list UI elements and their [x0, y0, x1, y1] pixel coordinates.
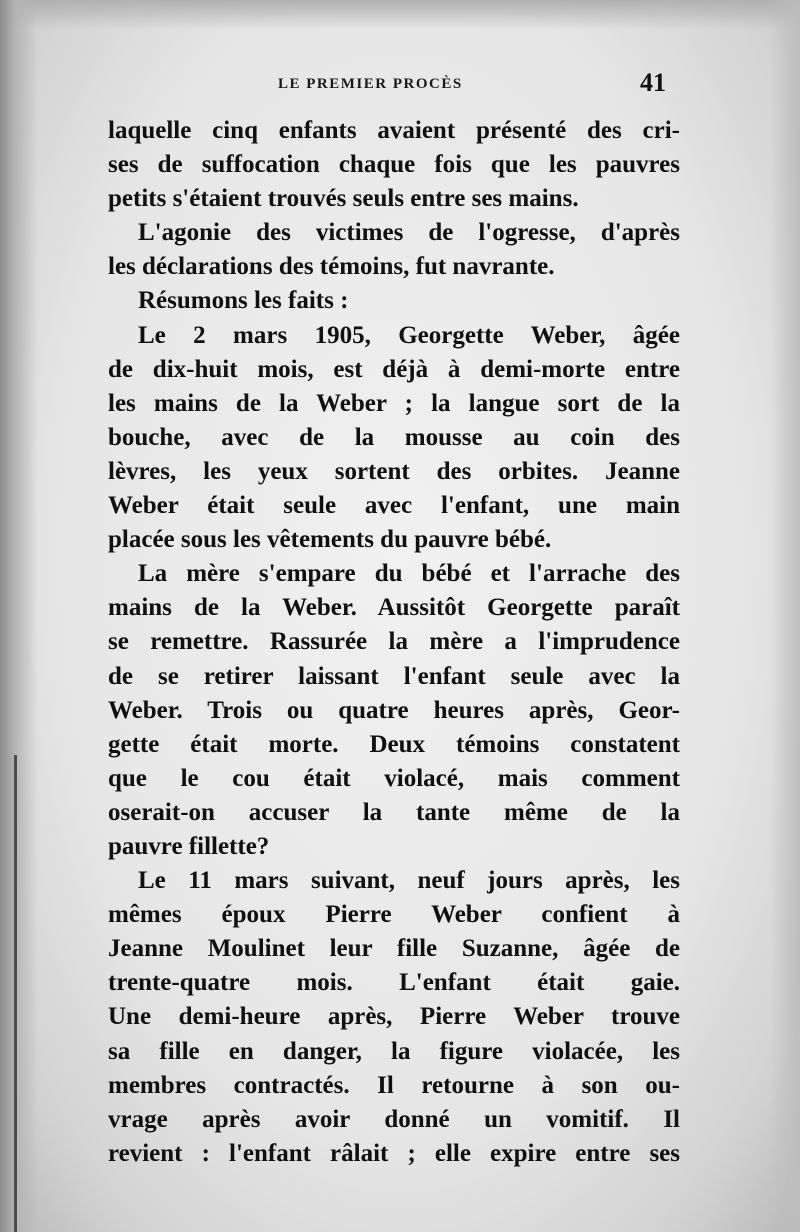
- text-line: vrage après avoir donné un vomitif. Il: [108, 1105, 680, 1133]
- text-line: sa fille en danger, la figure violacée, les: [108, 1037, 680, 1065]
- text-line: laquelle cinq enfants avaient présenté des cri-: [108, 117, 680, 144]
- text-line: pauvre fillette?: [108, 832, 270, 860]
- margin-mark: [14, 755, 17, 1232]
- text-line: Weber était seule avec l'enfant, une main: [108, 492, 680, 520]
- text-line: mêmes époux Pierre Weber confient à: [108, 901, 680, 929]
- page-header: [0, 68, 800, 102]
- text-line: placée sous les vêtements du pauvre bébé.: [108, 526, 552, 554]
- page-left-shadow: [0, 0, 38, 1232]
- text-line: que le cou était violacé, mais comment: [108, 764, 680, 792]
- text-line: les déclarations des témoins, fut navrante.: [108, 253, 555, 281]
- text-line: gette était morte. Deux témoins constatent: [108, 730, 680, 758]
- page-top-shadow: [0, 0, 800, 30]
- text-line: Jeanne Moulinet leur fille Suzanne, âgée de: [108, 935, 680, 963]
- body-text: [108, 114, 680, 1171]
- text-line: Le 11 mars suivant, neuf jours après, les: [138, 867, 680, 895]
- text-line: trente-quatre mois. L'enfant était gaie.: [108, 969, 680, 997]
- page-right-shadow: [770, 0, 800, 1232]
- text-line: se remettre. Rassurée la mère a l'imprudence: [108, 628, 680, 656]
- text-line: bouche, avec de la mousse au coin des: [108, 423, 680, 451]
- text-line: Le 2 mars 1905, Georgette Weber, âgée: [138, 321, 680, 349]
- text-line: Résumons les faits :: [138, 287, 349, 315]
- text-line: revient : l'enfant râlait ; elle expire entre ses: [108, 1139, 680, 1167]
- text-line: La mère s'empare du bébé et l'arrache des: [138, 560, 680, 588]
- text-line: les mains de la Weber ; la langue sort de la: [108, 389, 680, 417]
- text-line: oserait-on accuser la tante même de la: [108, 798, 680, 826]
- text-line: de dix-huit mois, est déjà à demi-morte entre: [108, 355, 680, 383]
- text-line: Weber. Trois ou quatre heures après, Geor-: [108, 696, 680, 724]
- text-line: de se retirer laissant l'enfant seule avec la: [108, 662, 680, 690]
- page-number: 41: [640, 68, 666, 97]
- text-line: petits s'étaient trouvés seuls entre ses mains.: [108, 185, 579, 213]
- text-line: ses de suffocation chaque fois que les pauvres: [108, 151, 680, 179]
- text-line: membres contractés. Il retourne à son ou-: [108, 1071, 680, 1099]
- text-line: lèvres, les yeux sortent des orbites. Jeanne: [108, 457, 680, 485]
- text-line: Une demi-heure après, Pierre Weber trouve: [108, 1003, 680, 1031]
- text-line: L'agonie des victimes de l'ogresse, d'après: [138, 219, 680, 247]
- text-line: mains de la Weber. Aussitôt Georgette paraît: [108, 594, 680, 622]
- running-head: LE PREMIER PROCÈS: [278, 76, 463, 92]
